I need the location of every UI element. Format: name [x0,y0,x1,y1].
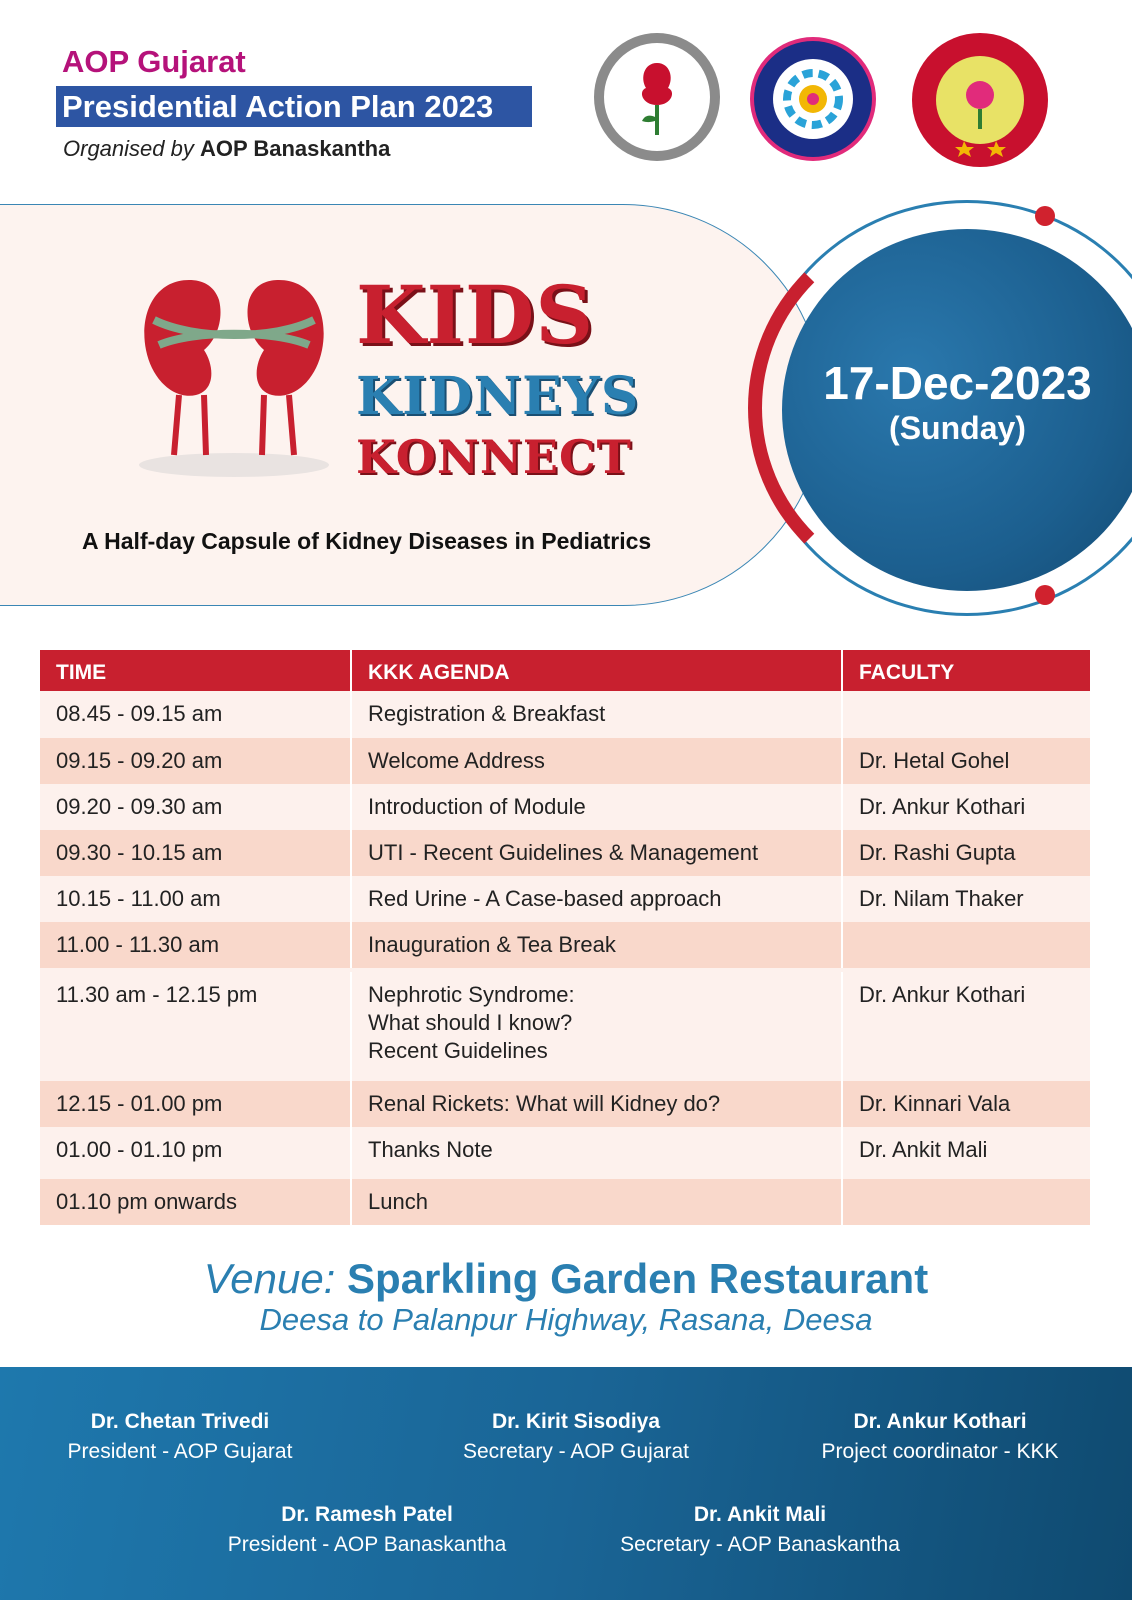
organizer-name: Dr. Ankit Mali [693,1503,827,1526]
agenda-line: Nephrotic Syndrome: [368,982,575,1007]
table-row [40,1081,1090,1127]
faculty-cell [841,1179,1090,1225]
faculty-cell [841,922,1090,968]
time-cell: 09.20 - 09.30 am [56,794,223,819]
time-cell: 01.00 - 01.10 pm [56,1137,223,1162]
time-cell: 10.15 - 11.00 am [56,886,221,911]
time-cell: 11.00 - 11.30 am [56,932,220,957]
table-row [40,691,1090,738]
faculty-cell: Dr. Nilam Thaker [841,876,1090,922]
organizer-role: Secretary - AOP Gujarat [462,1440,690,1463]
academy-of-pediatrics-banaskantha-logo [912,33,1048,167]
event-subtitle: A Half-day Capsule of Kidney Diseases in Pediatrics [82,528,652,554]
organizer-role: Secretary - AOP Banaskantha [620,1533,900,1556]
organised-by [63,136,390,162]
organizer-name: Dr. Ankur Kothari [853,1410,1027,1433]
organizer-name: Dr. Kirit Sisodiya [491,1410,661,1433]
title-kidneys: KIDNEYS [356,366,640,427]
faculty-cell [841,691,1090,738]
agenda-cell [350,1081,841,1127]
venue-line [0,1255,1132,1303]
time-cell: 12.15 - 01.00 pm [56,1091,223,1116]
faculty-cell: Dr. Ankur Kothari [841,972,1090,1081]
faculty-cell: Dr. Hetal Gohel [841,738,1090,784]
organizer [600,1503,920,1557]
header-faculty: FACULTY [841,650,1090,691]
table-row [40,738,1090,784]
faculty-cell: Dr. Ankit Mali [841,1127,1090,1179]
time-cell: 09.15 - 09.20 am [56,748,223,773]
agenda-cell [350,691,841,738]
organizer-role: President - AOP Banaskantha [227,1533,507,1556]
plan-banner: Presidential Action Plan 2023 [56,86,532,127]
rose-icon [604,43,710,151]
agenda-cell [350,922,841,968]
agenda-line: Red Urine - A Case-based approach [368,886,722,911]
title-konnect: KONNECT [356,430,632,484]
organizer-role: Project coordinator - KKK [821,1440,1059,1463]
header-time: TIME [56,661,107,684]
table-row [40,922,1090,968]
agenda-cell [350,784,841,830]
agenda-line: Introduction of Module [368,794,586,819]
agenda-cell [350,876,841,922]
academy-of-pediatrics-gujarat-logo [750,37,876,161]
table-row [40,1127,1090,1179]
agenda-line: Lunch [368,1189,428,1214]
organization-title: AOP Gujarat [62,44,246,79]
organised-by-label: Organised by [63,136,194,161]
event-day: (Sunday) [889,410,1026,446]
agenda-line: What should I know? [368,1010,573,1035]
accent-dot [1035,585,1055,605]
time-cell: 08.45 - 09.15 am [56,701,223,726]
header-agenda: KKK AGENDA [350,650,841,691]
faculty-cell: Dr. Ankur Kothari [841,784,1090,830]
accent-dot [1035,206,1055,226]
agenda-cell [350,1127,841,1179]
agenda-line: Welcome Address [368,748,545,773]
agenda-line: Recent Guidelines [368,1038,548,1063]
organizer-role: President - AOP Gujarat [67,1440,293,1463]
table-row [40,784,1090,830]
table-row [40,968,1090,1081]
faculty-cell: Dr. Kinnari Vala [841,1081,1090,1127]
agenda-line: Registration & Breakfast [368,701,606,726]
faculty-cell: Dr. Rashi Gupta [841,830,1090,876]
agenda-line: Thanks Note [368,1137,493,1162]
venue-address: Deesa to Palanpur Highway, Rasana, Deesa [259,1302,873,1337]
kidneys-hugging-icon [134,270,334,490]
organizer-name: Dr. Chetan Trivedi [90,1410,270,1433]
table-row [40,876,1090,922]
table-row [40,830,1090,876]
agenda-cell [350,972,841,1081]
agenda-cell [350,830,841,876]
time-cell: 01.10 pm onwards [56,1189,237,1214]
event-date: 17-Dec-2023 [823,357,1092,409]
organised-by-name: AOP Banaskantha [199,136,391,161]
organizer [436,1410,716,1464]
agenda-cell [350,738,841,784]
time-cell: 11.30 am - 12.15 pm [56,982,258,1007]
venue-name: Sparkling Garden Restaurant [347,1255,929,1302]
agenda-line: UTI - Recent Guidelines & Management [368,840,759,865]
agenda-table [40,650,1090,1225]
table-header-row [40,650,1090,691]
table-row [40,1179,1090,1225]
gujarat-emblem-icon [754,41,872,157]
title-kids: KIDS [356,268,595,362]
venue-label: Venue: [203,1255,336,1302]
time-cell: 09.30 - 10.15 am [56,840,223,865]
indian-academy-of-pediatrics-logo [594,33,720,161]
agenda-line: Renal Rickets: What will Kidney do? [368,1091,721,1116]
organizer [207,1503,527,1557]
agenda-line: Inauguration & Tea Break [368,932,616,957]
organizers-footer [0,1367,1132,1600]
agenda-cell [350,1179,841,1225]
banaskantha-emblem-icon [912,33,1048,167]
organizer [800,1410,1080,1464]
organizer-name: Dr. Ramesh Patel [281,1503,453,1526]
organizer [40,1410,320,1464]
